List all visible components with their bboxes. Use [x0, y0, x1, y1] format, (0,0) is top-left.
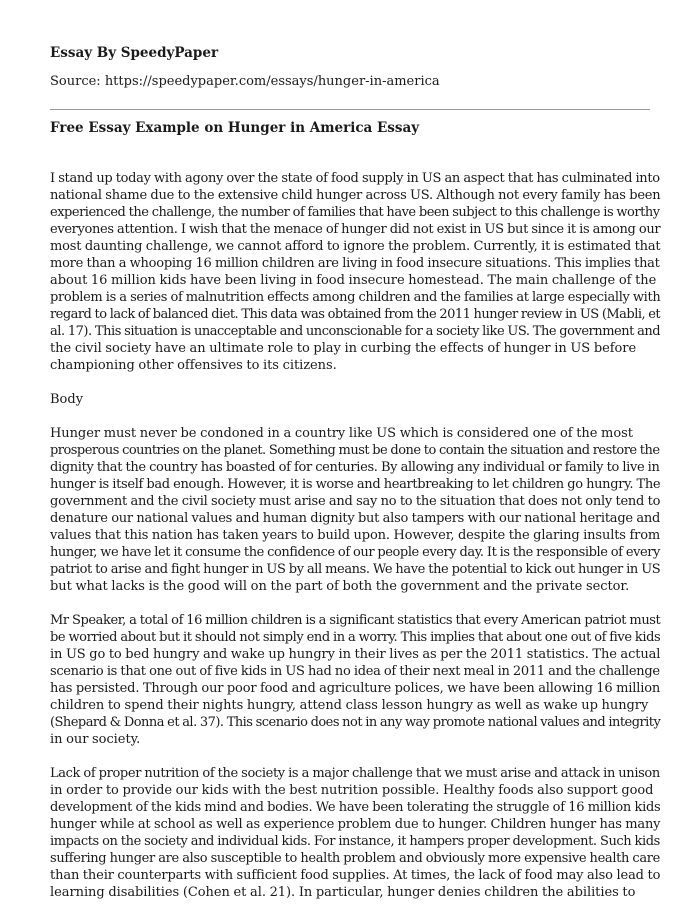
paragraph-line: in our society. [50, 732, 141, 747]
paragraph-line: than their counterparts with sufficient food supplies. At times, the lack of food may also lead to [50, 868, 661, 883]
paragraph-line: government and the civil society must arise and say no to the situation that does not only tend to [50, 494, 661, 509]
paragraph-line: impacts on the society and individual kids. For instance, it hampers proper development. Such kids [50, 834, 660, 849]
paragraph-line: values that this nation has taken years to build upon. However, despite the glaring insults from [50, 528, 661, 543]
paragraph-line: has persisted. Through our poor food and agriculture polices, we have been allowing 16 million [50, 681, 661, 696]
paragraph-line: denature our national values and human dignity but also tampers with our national heritage and [50, 511, 661, 526]
paragraph-line: scenario is that one out of five kids in US had no idea of their next meal in 2011 and the challenge [50, 664, 660, 679]
source-label: Source: [50, 74, 105, 89]
paragraph-line: Hunger must never be condoned in a country like US which is considered one of the most [50, 426, 633, 441]
paragraph-line: about 16 million kids have been living in food insecure homestead. The main challenge of the [50, 273, 657, 288]
paragraph-line: in order to provide our kids with the best nutrition possible. Healthy foods also support good [50, 783, 654, 798]
section-heading: Body [50, 392, 84, 407]
paragraph-line: prosperous countries on the planet. Something must be done to contain the situation and restore the [50, 443, 660, 458]
paragraph-line: be worried about but it should not simply end in a worry. This implies that about one out of five kids [50, 630, 661, 645]
paragraph-line: championing other offensives to its citizens. [50, 358, 337, 373]
paragraph-line: al. 17). This situation is unacceptable and unconscionable for a society like US. The government and [50, 324, 661, 339]
paragraph-line: the civil society have an ultimate role to play in curbing the effects of hunger in US before [50, 341, 637, 356]
essay-paragraph [50, 170, 660, 374]
source-url[interactable]: https://speedypaper.com/essays/hunger-in-america [104, 74, 440, 89]
document-header-title: Essay By SpeedyPaper [50, 45, 219, 61]
paragraph-line: dignity that the country has boasted of for centuries. By allowing any individual or family to live in [50, 460, 660, 475]
paragraph-line: everyones attention. I wish that the menace of hunger did not exist in US but since it is among our [50, 222, 661, 237]
paragraph-line: national shame due to the extensive child hunger across US. Although not every family has been [50, 188, 661, 203]
paragraph-line: Lack of proper nutrition of the society is a major challenge that we must arise and attack in unison [50, 766, 660, 781]
paragraph-line: children to spend their nights hungry, attend class lesson hungry as well as wake up hungry [50, 698, 649, 713]
paragraph-line: experienced the challenge, the number of families that have been subject to this challenge is worthy [50, 205, 660, 220]
essay-body [50, 170, 660, 918]
paragraph-line: hunger is itself bad enough. However, it is worse and heartbreaking to let children go hungry. The [50, 477, 661, 492]
essay-paragraph [50, 425, 660, 595]
header-divider [50, 109, 650, 110]
paragraph-line: I stand up today with agony over the state of food supply in US an aspect that has culminated into [50, 171, 660, 186]
essay-paragraph [50, 612, 660, 748]
paragraph-line: suffering hunger are also susceptible to health problem and obviously more expensive health care [50, 851, 660, 866]
paragraph-line: hunger while at school as well as experience problem due to hunger. Children hunger has many [50, 817, 661, 832]
paragraph-line: problem is a series of malnutrition effects among children and the families at large especially with [50, 290, 661, 305]
paragraph-line: but what lacks is the good will on the part of both the government and the private sector. [50, 579, 630, 594]
paragraph-line: Mr Speaker, a total of 16 million children is a significant statistics that every American patriot must [50, 613, 661, 628]
source-line [50, 74, 440, 89]
paragraph-line: in US go to bed hungry and wake up hungry in their lives as per the 2011 statistics. The actual [50, 647, 661, 662]
paragraph-line: regard to lack of balanced diet. This data was obtained from the 2011 hunger review in US (Mabli, et [50, 307, 661, 322]
essay-title: Free Essay Example on Hunger in America Essay [50, 120, 420, 136]
paragraph-line: development of the kids mind and bodies. We have been tolerating the struggle of 16 million kids [50, 800, 661, 815]
paragraph-line: more than a whooping 16 million children are living in food insecure situations. This implies that [50, 256, 660, 271]
paragraph-line: hunger, we have let it consume the confidence of our people every day. It is the responsible of every [50, 545, 660, 560]
paragraph-line: patriot to arise and fight hunger in US by all means. We have the potential to kick out hunger in US [50, 562, 661, 577]
paragraph-line: (Shepard & Donna et al. 37). This scenario does not in any way promote national values and integrity [50, 715, 661, 730]
paragraph-line: learning disabilities (Cohen et al. 21). In particular, hunger denies children the abilities to [50, 885, 636, 900]
paragraph-line: most daunting challenge, we cannot afford to ignore the problem. Currently, it is estimated that [50, 239, 661, 254]
essay-paragraph [50, 765, 660, 901]
